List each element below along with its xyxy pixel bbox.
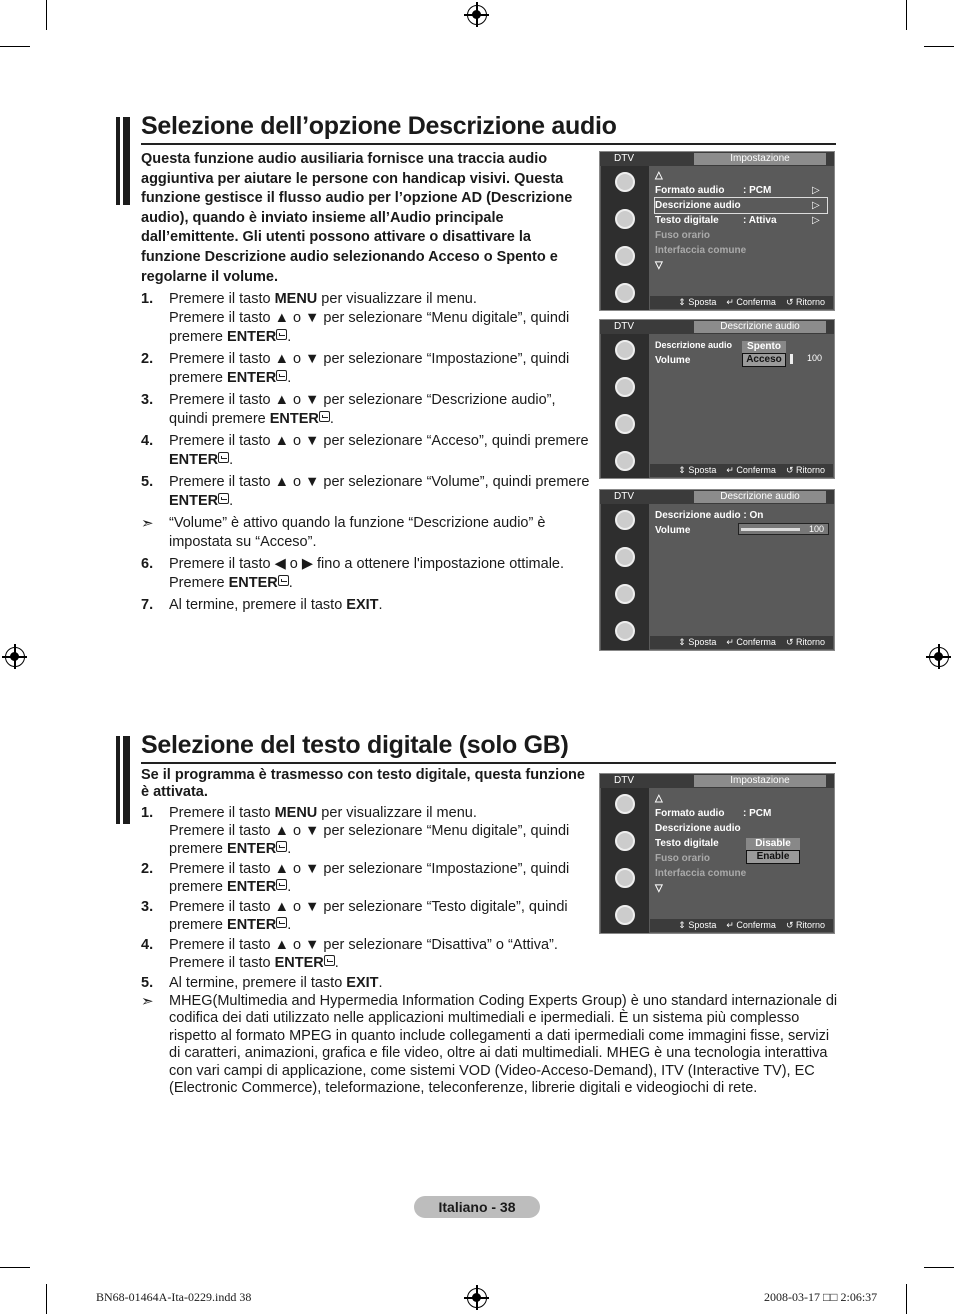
sound-menu-icon xyxy=(615,209,635,229)
enter-icon xyxy=(276,917,287,928)
tv-menu-testo-digitale: DTV Impostazione △ Formato audio : PCM Descrizione audio Testo digitale Fuso orario Interfaccia comune ▽ Disable Enable ⇕ Sposta ↵ Conferma ↺ Ritorno xyxy=(599,773,835,934)
return-icon: ↺ Ritorno xyxy=(785,920,825,930)
section-bar xyxy=(116,117,130,205)
tv-menu-descrizione-audio: DTV Descrizione audio Descrizione audio Volume Spento Acceso 100 ⇕ Sposta ↵ Conferma ↺ Ritorno xyxy=(599,319,835,479)
section-title: Selezione dell’opzione Descrizione audio xyxy=(141,112,617,140)
enter-icon: ↵ Conferma xyxy=(726,637,776,647)
menu-row: Fuso orario xyxy=(655,230,711,241)
enter-icon xyxy=(278,575,289,586)
enter-icon xyxy=(276,841,287,852)
enter-icon: ↵ Conferma xyxy=(726,465,776,475)
option-enable[interactable]: Enable xyxy=(746,850,800,864)
volume-fill xyxy=(790,354,793,364)
steps-list xyxy=(141,290,591,618)
intro-text: Se il programma è trasmesso con testo digitale, questa funzione è attivata. xyxy=(141,767,585,800)
sound-menu-icon xyxy=(615,831,635,851)
menu-row: Interfaccia comune xyxy=(655,245,747,256)
step: 3. Premere il tasto ▲ o ▼ per selezionare “Descrizione audio”, quindi premere ENTER . xyxy=(141,392,556,427)
move-icon: ⇕ Sposta xyxy=(678,297,717,307)
menu-row[interactable]: Volume xyxy=(655,525,691,536)
sound-menu-icon xyxy=(615,377,635,397)
return-icon: ↺ Ritorno xyxy=(785,297,825,307)
menu-row-selected[interactable]: Descrizione audio ▷ xyxy=(655,198,827,213)
step: 7. Al termine, premere il tasto EXIT. xyxy=(141,597,383,613)
option-disable[interactable]: Disable xyxy=(746,838,800,850)
menu-row[interactable]: Volume xyxy=(655,355,691,366)
note-arrow-icon: ➣ xyxy=(141,515,154,532)
footer-timestamp: 2008-03-17 □□ 2:06:37 xyxy=(764,1290,878,1304)
menu-row[interactable]: Testo digitale : Attiva ▷ xyxy=(655,215,820,226)
enter-icon: ↵ Conferma xyxy=(726,920,776,930)
step: 1. Premere il tasto MENU per visualizzare il menu. Premere il tasto ▲ o ▼ per selezionare “Menu digitale”, quindi premere ENTER . xyxy=(141,291,570,345)
option-spento[interactable]: Spento xyxy=(742,341,786,353)
crop-mark xyxy=(46,0,47,30)
input-menu-icon xyxy=(615,451,635,471)
return-icon: ↺ Ritorno xyxy=(785,637,825,647)
step: 4. Premere il tasto ▲ o ▼ per selezionare “Disattiva” o “Attiva”. Premere il tasto ENTER . xyxy=(141,937,558,971)
registration-mark-icon xyxy=(467,1288,487,1308)
menu-row[interactable]: Formato audio : PCM xyxy=(655,808,772,819)
step: 1. Premere il tasto MENU per visualizzare il menu. Premere il tasto ▲ o ▼ per selezionare “Menu digitale”, quindi premere ENTER . xyxy=(141,805,570,857)
enter-icon xyxy=(324,955,335,966)
crop-mark xyxy=(924,46,954,47)
volume-slider[interactable]: 100 xyxy=(738,523,829,535)
step: 4. Premere il tasto ▲ o ▼ per selezionare “Acceso”, quindi premere ENTER . xyxy=(141,433,589,468)
sound-menu-icon xyxy=(615,547,635,567)
move-icon: ⇕ Sposta xyxy=(678,920,717,930)
setup-menu-icon xyxy=(615,584,635,604)
enter-icon: ↵ Conferma xyxy=(726,297,776,307)
crop-mark xyxy=(46,1284,47,1314)
crop-mark xyxy=(906,1284,907,1314)
page-number: Italiano - 38 xyxy=(414,1196,540,1218)
return-icon: ↺ Ritorno xyxy=(785,465,825,475)
step: 2. Premere il tasto ▲ o ▼ per selezionare “Impostazione”, quindi premere ENTER . xyxy=(141,861,570,895)
input-menu-icon xyxy=(615,621,635,641)
enter-icon xyxy=(218,452,229,463)
volume-readout: 100 xyxy=(790,353,826,365)
registration-mark-icon xyxy=(929,647,949,667)
menu-row: Interfaccia comune xyxy=(655,868,747,879)
picture-menu-icon xyxy=(615,172,635,192)
picture-menu-icon xyxy=(615,794,635,814)
tv-menu-descrizione-audio-volume: DTV Descrizione audio Descrizione audio : On Volume 100 ⇕ Sposta ↵ Conferma ↺ Ritorno xyxy=(599,489,835,651)
intro-text: Questa funzione audio ausiliaria fornisce una traccia audio aggiuntiva per aiutare le persone con handicap visivi. Questa funzione gestisce il flusso audio per l’opzione AD (Descrizione audio), quando è inviato insieme all’Audio principale dall’emittente. Gli utenti possono attivare o disattivare la funzione Descrizione audio selezionando Acceso o Spento e regolarne il volume. xyxy=(141,151,573,285)
step: 3. Premere il tasto ▲ o ▼ per selezionare “Testo digitale”, quindi premere ENTER . xyxy=(141,899,568,933)
note-arrow-icon: ➣ xyxy=(141,993,154,1010)
picture-menu-icon xyxy=(615,510,635,530)
menu-row[interactable]: Descrizione audio xyxy=(655,340,733,350)
crop-mark xyxy=(924,1267,954,1268)
menu-row[interactable]: Testo digitale xyxy=(655,838,719,849)
registration-mark-icon xyxy=(467,5,487,25)
option-acceso[interactable]: Acceso xyxy=(742,353,786,367)
section-title: Selezione del testo digitale (solo GB) xyxy=(141,731,569,759)
input-menu-icon xyxy=(615,283,635,303)
footer-filename: BN68-01464A-Ita-0229.indd 38 xyxy=(96,1290,252,1304)
crop-mark xyxy=(0,1267,30,1268)
enter-icon xyxy=(276,329,287,340)
setup-menu-icon xyxy=(615,246,635,266)
title-rule xyxy=(141,762,836,764)
move-icon: ⇕ Sposta xyxy=(678,465,717,475)
menu-row[interactable]: Descrizione audio xyxy=(655,823,741,834)
input-menu-icon xyxy=(615,905,635,925)
enter-icon xyxy=(319,411,330,422)
menu-row: Fuso orario xyxy=(655,853,711,864)
enter-icon xyxy=(218,493,229,504)
registration-mark-icon xyxy=(5,647,25,667)
enter-icon xyxy=(276,370,287,381)
step: 6. Premere il tasto ◀ o ▶ fino a ottenere l'impostazione ottimale. Premere ENTER . xyxy=(141,556,565,591)
mheg-note: ➣ MHEG(Multimedia and Hypermedia Information Coding Experts Group) è uno standard internazionale di codifica dei dati utilizzato nelle applicazioni multimediali e ipermediali. È un sistema più complesso rispetto al formato MPEG in quanto include collegamenti a dati ipermediali come immagini fisse, servizi di caratteri, animazioni, grafica e file video, oltre ai dati multimediali. MHEG è una tecnologia interattiva con vari campi di applicazione, come sistemi VOD (Video-Acceso-Demand), ITV (Interactive TV), EC (Electronic Commerce), teleformazione, teleconferenze, librerie digitali e videogiochi di rete. xyxy=(141,993,838,1097)
setup-menu-icon xyxy=(615,868,635,888)
setup-menu-icon xyxy=(615,414,635,434)
note: ➣ “Volume” è attivo quando la funzione “Descrizione audio” è impostata su “Acceso”. xyxy=(141,515,546,550)
move-icon: ⇕ Sposta xyxy=(678,637,717,647)
tv-menu-impostazione: DTV Impostazione △ Formato audio : PCM ▷ Descrizione audio ▷ Testo digitale : Attiva ▷ Fuso orario Interfaccia comune ▽ ⇕ Sposta ↵ Conferma ↺ Ritorno xyxy=(599,151,835,311)
step: 5. Premere il tasto ▲ o ▼ per selezionare “Volume”, quindi premere ENTER . xyxy=(141,474,590,509)
enter-icon xyxy=(276,879,287,890)
picture-menu-icon xyxy=(615,340,635,360)
menu-row[interactable]: Descrizione audio : On xyxy=(655,510,764,521)
crop-mark xyxy=(906,0,907,30)
menu-row[interactable]: Formato audio : PCM ▷ xyxy=(655,185,820,196)
volume-fill xyxy=(741,528,800,531)
steps-list xyxy=(141,804,591,993)
section-bar xyxy=(116,736,130,824)
title-rule xyxy=(141,143,836,145)
step: 2. Premere il tasto ▲ o ▼ per selezionare “Impostazione”, quindi premere ENTER . xyxy=(141,351,570,386)
step: 5. Al termine, premere il tasto EXIT. xyxy=(141,975,383,991)
option-popup xyxy=(742,341,786,367)
option-popup xyxy=(746,838,800,864)
crop-mark xyxy=(0,46,30,47)
